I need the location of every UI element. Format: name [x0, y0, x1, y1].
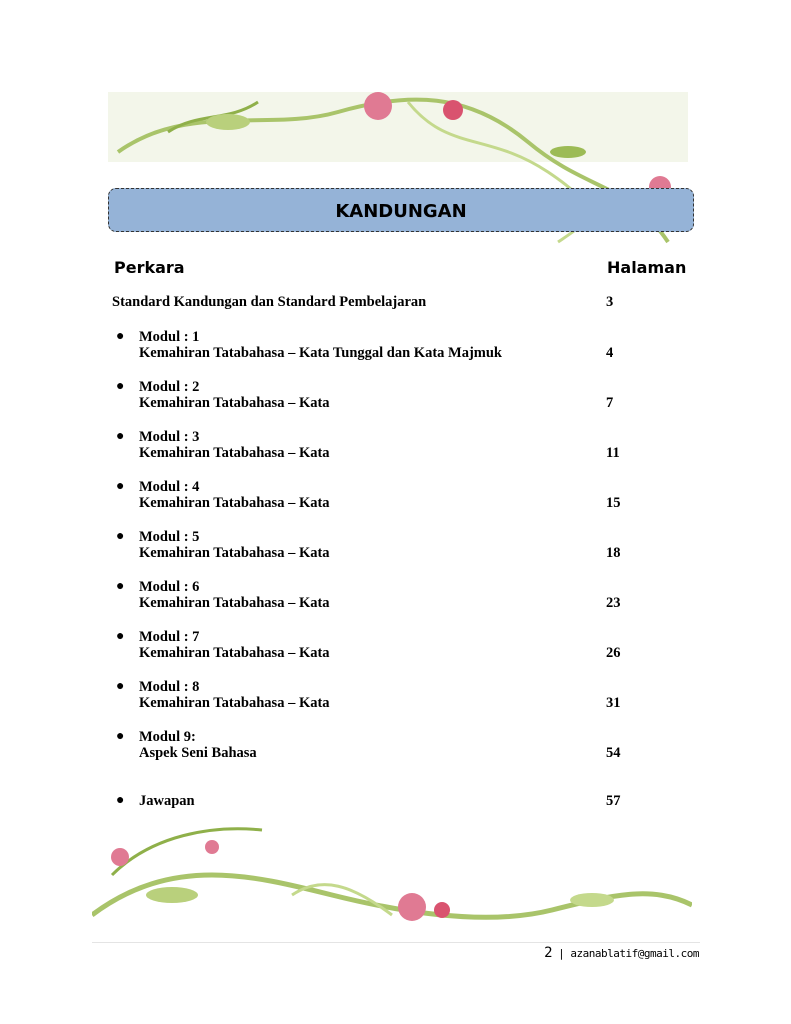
toc-module-subtitle: Kemahiran Tatabahasa – Kata [139, 645, 330, 661]
bullet-icon: ● [116, 679, 125, 694]
bullet-icon: ● [116, 479, 125, 494]
toc-module-subtitle: Kemahiran Tatabahasa – Kata [139, 595, 330, 611]
page-footer [544, 945, 699, 961]
toc-intro-page: 3 [606, 294, 614, 310]
toc-module-title: Modul : 7 [139, 629, 200, 645]
toc-module-title: Modul : 3 [139, 429, 200, 445]
toc-module-page: 26 [606, 645, 621, 661]
bullet-icon: ● [116, 793, 125, 808]
toc-module-title: Modul : 6 [139, 579, 200, 595]
toc-module-page: 31 [606, 695, 621, 711]
bullet-icon: ● [116, 629, 125, 644]
page-title: KANDUNGAN [335, 201, 467, 222]
column-header-page: Halaman [607, 258, 687, 277]
bullet-icon: ● [116, 579, 125, 594]
toc-module-subtitle: Kemahiran Tatabahasa – Kata [139, 545, 330, 561]
toc-module-subtitle: Aspek Seni Bahasa [139, 745, 257, 761]
toc-module-title: Modul : 8 [139, 679, 200, 695]
bullet-icon: ● [116, 379, 125, 394]
toc-module-title: Modul : 2 [139, 379, 200, 395]
footer-divider [92, 942, 700, 943]
footer-email: azanablatif@gmail.com [570, 947, 699, 960]
toc-module-page: 54 [606, 745, 621, 761]
bullet-icon: ● [116, 429, 125, 444]
footer-page-number: 2 [544, 945, 553, 961]
title-banner [108, 188, 694, 232]
toc-module-title: Modul : 4 [139, 479, 200, 495]
toc-module-page: 23 [606, 595, 621, 611]
toc-module-page: 4 [606, 345, 614, 361]
toc-answers-label: Jawapan [139, 793, 195, 809]
toc-module-subtitle: Kemahiran Tatabahasa – Kata [139, 695, 330, 711]
toc-module-page: 7 [606, 395, 614, 411]
column-header-item: Perkara [114, 258, 185, 277]
toc-module-page: 11 [606, 445, 620, 461]
toc-module-page: 18 [606, 545, 621, 561]
floral-footer-decoration [92, 815, 692, 923]
toc-module-subtitle: Kemahiran Tatabahasa – Kata Tunggal dan Kata Majmuk [139, 345, 502, 361]
toc-module-page: 15 [606, 495, 621, 511]
toc-answers-page: 57 [606, 793, 621, 809]
toc-module-subtitle: Kemahiran Tatabahasa – Kata [139, 395, 330, 411]
bullet-icon: ● [116, 329, 125, 344]
toc-module-title: Modul 9: [139, 729, 196, 745]
toc-intro-label: Standard Kandungan dan Standard Pembelajaran [112, 294, 427, 310]
footer-separator: | [558, 947, 565, 960]
toc-module-subtitle: Kemahiran Tatabahasa – Kata [139, 495, 330, 511]
toc-module-title: Modul : 5 [139, 529, 200, 545]
toc-module-title: Modul : 1 [139, 329, 200, 345]
bullet-icon: ● [116, 529, 125, 544]
bullet-icon: ● [116, 729, 125, 744]
toc-module-subtitle: Kemahiran Tatabahasa – Kata [139, 445, 330, 461]
